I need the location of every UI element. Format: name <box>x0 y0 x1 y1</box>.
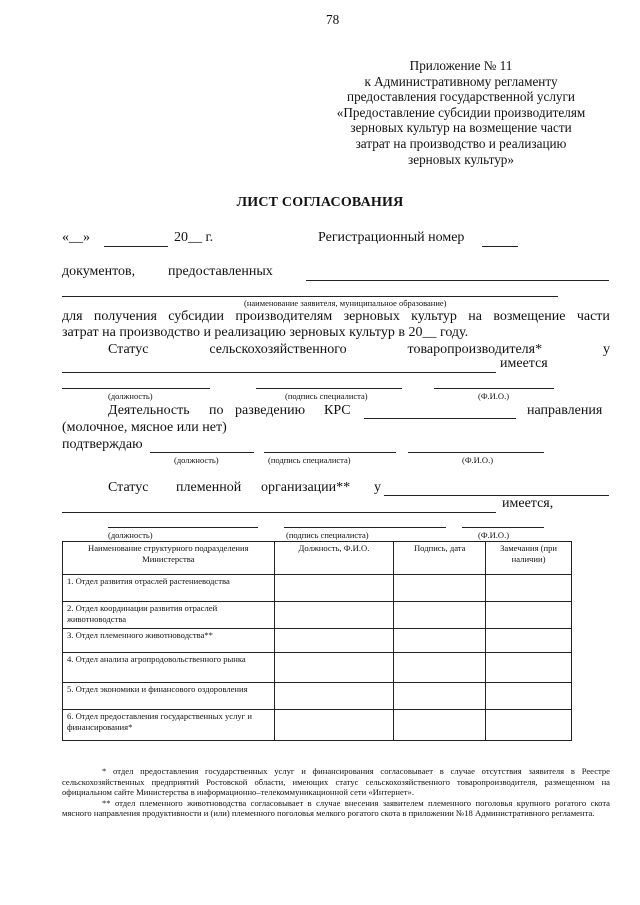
table-row <box>63 653 572 683</box>
caption-position: (должность) <box>174 455 219 465</box>
signature-cell[interactable] <box>394 653 486 683</box>
position-field-2[interactable] <box>150 452 254 453</box>
breeding-field-1[interactable] <box>384 495 609 496</box>
position-field-1[interactable] <box>62 388 210 389</box>
position-cell[interactable] <box>274 602 394 629</box>
applicant-caption: (наименование заявителя, муниципальное образование) <box>244 298 447 308</box>
signature-field-3[interactable] <box>284 527 446 528</box>
approval-line: Приложение № 11 <box>409 58 513 73</box>
purpose-word: части <box>576 309 610 324</box>
status-word: сельскохозяйственного <box>209 342 347 357</box>
status-word: товаропроизводителя* <box>407 342 543 357</box>
purpose-word: субсидии <box>168 309 225 324</box>
status-word: у <box>602 342 610 357</box>
remarks-cell[interactable] <box>486 602 572 629</box>
breeding-word: Статус <box>108 480 149 495</box>
table-row <box>63 602 572 629</box>
documents-word: документов, <box>62 264 136 279</box>
applicant-field-2[interactable] <box>62 296 558 297</box>
activity-confirm: подтверждаю <box>62 437 143 452</box>
registration-number-field[interactable] <box>482 246 518 247</box>
activity-word: разведению <box>235 403 306 418</box>
activity-word: КРС <box>324 403 351 418</box>
purpose-word: зерновых <box>343 309 400 324</box>
position-cell[interactable] <box>274 683 394 710</box>
activity-line-2: (молочное, мясное или нет) <box>62 420 227 435</box>
approval-line: к Административному регламенту <box>364 73 558 89</box>
caption-signature: (подпись специалиста) <box>285 391 368 401</box>
breeding-tail: имеется, <box>502 496 554 511</box>
page-number: 78 <box>326 12 340 27</box>
approval-line: зерновых культур» <box>408 151 514 167</box>
submitted-word: предоставленных <box>168 264 273 279</box>
purpose-word: на <box>468 309 482 324</box>
approval-line: зерновых культур на возмещение части <box>350 120 572 136</box>
signature-cell[interactable] <box>394 710 486 741</box>
department-cell: 3. Отдел племенного животноводства** <box>63 629 275 653</box>
purpose-word: получения <box>93 309 157 324</box>
caption-name: (Ф.И.О.) <box>478 530 510 540</box>
table-row <box>63 575 572 602</box>
table-row <box>63 629 572 653</box>
department-cell: 2. Отдел координации развития отраслей животноводства <box>63 602 275 629</box>
activity-field[interactable] <box>364 418 516 419</box>
name-field-2[interactable] <box>408 452 544 453</box>
breeding-word: у <box>374 480 381 495</box>
department-cell: 1. Отдел развития отраслей растениеводства <box>63 575 275 602</box>
registration-label: Регистрационный номер <box>318 230 465 245</box>
caption-name: (Ф.И.О.) <box>478 391 510 401</box>
purpose-word: культур <box>411 309 457 324</box>
footnote-2: ** отдел племенного животноводства согласовывает в случае внесения заявителем племенного поголовья крупного рогатого скота мясного направления продуктивности и (или) племенного поголовья мелкого рогатого скота в приложении №18 Административного регламента. <box>62 797 610 819</box>
header-position-name: Должность, Ф.И.О. <box>274 542 394 575</box>
department-cell: 4. Отдел анализа агропродовольственного рынка <box>63 653 275 683</box>
caption-position: (должность) <box>108 530 153 540</box>
name-field-1[interactable] <box>434 388 554 389</box>
signature-cell[interactable] <box>394 575 486 602</box>
date-month-blank[interactable] <box>104 246 168 247</box>
department-cell: 6. Отдел предоставления государственных услуг и финансирования* <box>63 710 275 741</box>
date-year: 20__ г. <box>174 230 214 245</box>
remarks-cell[interactable] <box>486 683 572 710</box>
position-cell[interactable] <box>274 653 394 683</box>
table-header-row <box>63 542 572 575</box>
approval-line: «Предоставление субсидии производителям <box>336 104 586 120</box>
signature-field-2[interactable] <box>264 452 396 453</box>
breeding-word: племенной <box>176 480 242 495</box>
table-row <box>63 710 572 741</box>
approval-block <box>312 58 610 167</box>
footnotes <box>62 766 610 819</box>
approval-line: предоставления государственной услуги <box>347 89 575 105</box>
header-department: Наименование структурного подразделения Министерства <box>63 542 275 575</box>
caption-signature: (подпись специалиста) <box>286 530 369 540</box>
breeding-field-2[interactable] <box>62 512 496 513</box>
purpose-word: для <box>62 309 83 324</box>
date-day: «__» <box>62 230 90 245</box>
signature-cell[interactable] <box>394 602 486 629</box>
caption-position: (должность) <box>108 391 153 401</box>
header-signature-date: Подпись, дата <box>394 542 486 575</box>
purpose-line-1 <box>62 309 610 325</box>
status-field[interactable] <box>62 372 496 373</box>
breeding-word: организации** <box>261 480 351 495</box>
agreement-table <box>62 541 572 741</box>
position-cell[interactable] <box>274 710 394 741</box>
purpose-line-2: затрат на производство и реализацию зерновых культур в 20__ году. <box>62 325 469 340</box>
remarks-cell[interactable] <box>486 629 572 653</box>
purpose-word: возмещение <box>493 309 566 324</box>
signature-cell[interactable] <box>394 629 486 653</box>
position-field-3[interactable] <box>108 527 258 528</box>
header-remarks: Замечания (при наличии) <box>486 542 572 575</box>
footnote-1: * отдел предоставления государственных услуг и финансирования согласовывает в случае отсутствия заявителя в Реестре сельскохозяйственных предприятий Ростовской области, имеющих статус сельскохозяйственного товаропроизводителя, размещенном на официальном сайте Министерства в информационно–телекоммуникационной сети «Интернет». <box>62 766 610 798</box>
activity-word: по <box>209 403 224 418</box>
purpose-word: производителям <box>235 309 333 324</box>
status-tail: имеется <box>500 356 548 371</box>
department-cell: 5. Отдел экономики и финансового оздоровления <box>63 683 275 710</box>
activity-word: Деятельность <box>108 403 190 418</box>
remarks-cell[interactable] <box>486 653 572 683</box>
remarks-cell[interactable] <box>486 575 572 602</box>
approval-line: затрат на производство и реализацию <box>355 135 567 151</box>
name-field-3[interactable] <box>462 527 544 528</box>
status-word: Статус <box>108 342 149 357</box>
caption-signature: (подпись специалиста) <box>268 455 351 465</box>
caption-name: (Ф.И.О.) <box>462 455 494 465</box>
position-cell[interactable] <box>274 629 394 653</box>
applicant-field-1[interactable] <box>306 280 609 281</box>
table-row <box>63 683 572 710</box>
signature-cell[interactable] <box>394 683 486 710</box>
remarks-cell[interactable] <box>486 710 572 741</box>
document-title: ЛИСТ СОГЛАСОВАНИЯ <box>236 195 404 210</box>
position-cell[interactable] <box>274 575 394 602</box>
signature-field-1[interactable] <box>256 388 402 389</box>
activity-direction: направления <box>527 403 603 418</box>
